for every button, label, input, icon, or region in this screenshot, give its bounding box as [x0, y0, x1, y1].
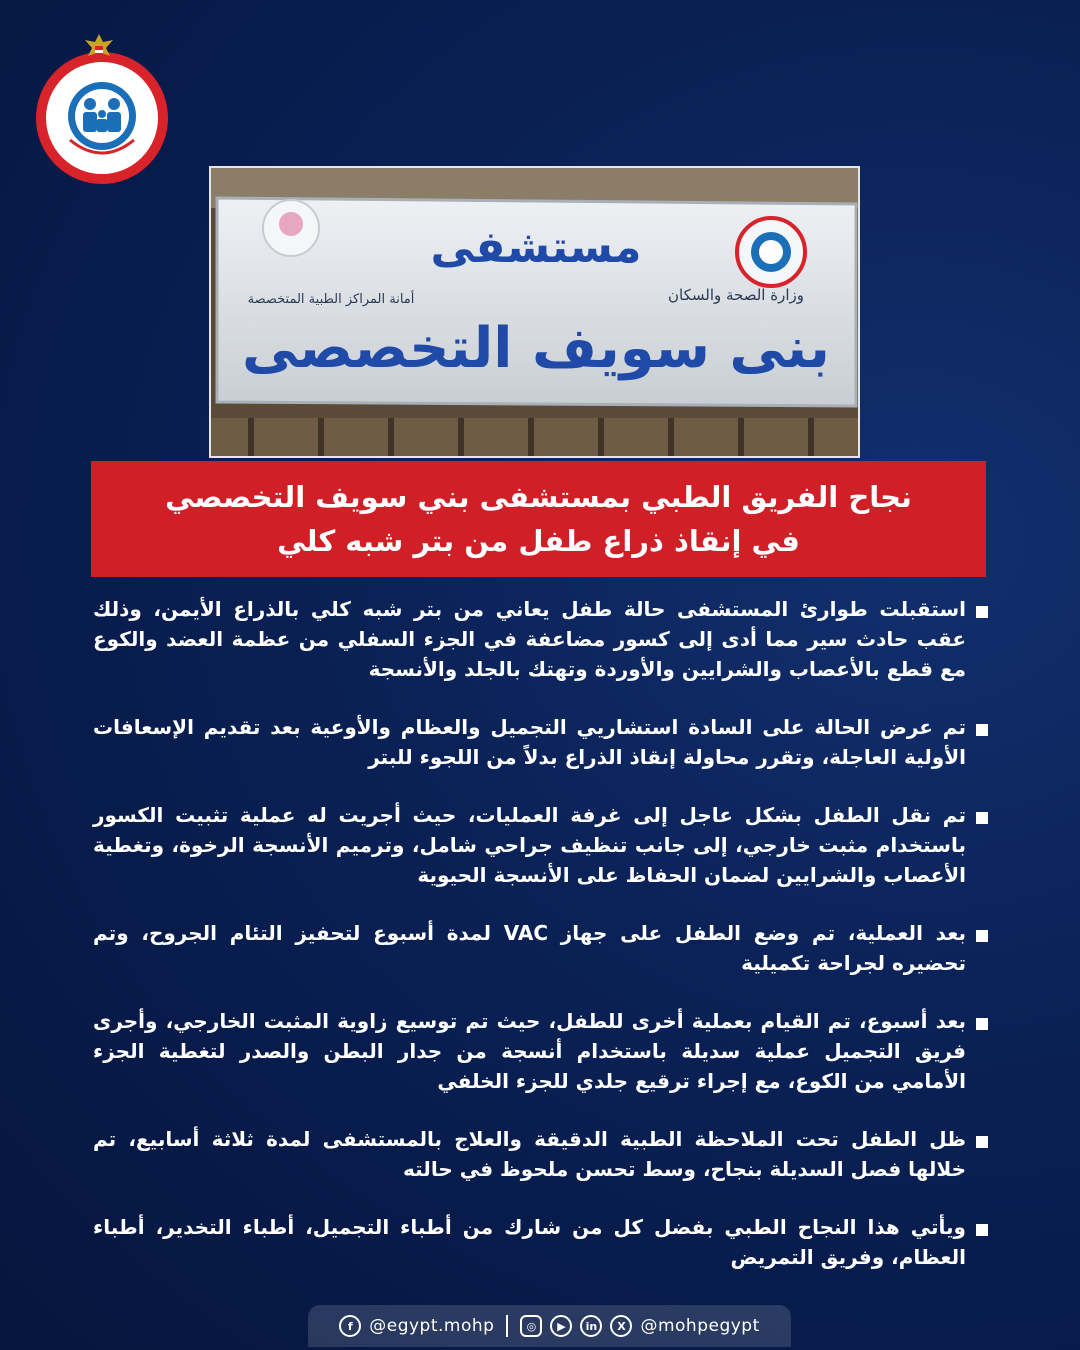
- youtube-icon[interactable]: ▶: [550, 1315, 572, 1337]
- logo-emblem-icon: [46, 62, 158, 174]
- paragraph-6: [93, 1124, 988, 1184]
- bullet-square-icon: [976, 812, 988, 824]
- paragraph-text: بعد أسبوع، تم القيام بعملية أخرى للطفل، حيث تم توسيع زاوية المثبت الخارجي، وأجرى فريق التجميل عملية سديلة باستخدام أنسجة من جدار البطن والصدر لتغطية الجزء الأمامي من الكوع، مع إجراء ترقيع جلدي للجزء الخلفي: [93, 1009, 966, 1093]
- paragraph-1: [93, 594, 988, 684]
- hospital-sign-drawing: [211, 168, 860, 458]
- title-line-2: في إنقاذ ذراع طفل من بتر شبه كلي: [277, 524, 800, 558]
- title-banner: [91, 461, 986, 577]
- paragraph-text: تم عرض الحالة على السادة استشاريي التجميل والعظام والأوعية بعد تقديم الإسعافات الأولية العاجلة، وتقرر محاولة إنقاذ الذراع بدلاً من اللجوء للبتر: [93, 715, 966, 769]
- facebook-handle[interactable]: @egypt.mohp: [369, 1316, 495, 1336]
- paragraph-text: بعد العملية، تم وضع الطفل على جهاز VAC لمدة أسبوع لتحفيز التئام الجروح، وتم تحضيره لجراحة تكميلية: [93, 921, 966, 975]
- sign-name-text: بنى سويف التخصصى: [242, 316, 830, 381]
- linkedin-icon[interactable]: in: [580, 1315, 602, 1337]
- x-icon[interactable]: X: [610, 1315, 632, 1337]
- eagle-emblem-icon: [82, 32, 116, 66]
- bullet-square-icon: [976, 930, 988, 942]
- instagram-icon[interactable]: ◎: [520, 1315, 542, 1337]
- sign-amana-text: أمانة المراكز الطبية المتخصصة: [247, 292, 415, 307]
- article-content: [93, 594, 988, 1272]
- paragraph-3: [93, 800, 988, 890]
- bullet-square-icon: [976, 1136, 988, 1148]
- hospital-sign-photo: [209, 166, 860, 458]
- paragraph-text: استقبلت طوارئ المستشفى حالة طفل يعاني من بتر شبه كلي بالذراع الأيمن، وذلك عقب حادث سير مما أدى إلى كسور مضاعفة في الجزء السفلي من عظمة العضد والكوع مع قطع بالأعصاب والشرايين والأوردة وتهتك بالجلد والأنسجة: [93, 597, 966, 681]
- paragraph-text: ظل الطفل تحت الملاحظة الطبية الدقيقة والعلاج بالمستشفى لمدة ثلاثة أسابيع، تم خلالها فصل السديلة بنجاح، وسط تحسن ملحوظ في حالته: [93, 1127, 966, 1181]
- paragraph-4: [93, 918, 988, 978]
- bullet-square-icon: [976, 724, 988, 736]
- title-line-1: نجاح الفريق الطبي بمستشفى بني سويف التخصصي: [165, 480, 912, 514]
- footer-divider: [506, 1315, 508, 1337]
- paragraph-text: ويأتي هذا النجاح الطبي بفضل كل من شارك من أطباء التجميل، أطباء التخدير، أطباء العظام، وفريق التمريض: [93, 1215, 966, 1269]
- ministry-logo: [36, 52, 168, 184]
- paragraph-7: [93, 1212, 988, 1272]
- paragraph-5: [93, 1006, 988, 1096]
- sign-ministry-text: وزارة الصحة والسكان: [668, 286, 804, 304]
- bullet-square-icon: [976, 1018, 988, 1030]
- paragraph-text: تم نقل الطفل بشكل عاجل إلى غرفة العمليات، حيث أجريت له عملية تثبيت الكسور باستخدام مثبت خارجي، إلى جانب تنظيف جراحي شامل، وترميم الأنسجة الرخوة، وتغطية الأعصاب والشرايين لضمان الحفاظ على الأنسجة الحيوية: [93, 803, 966, 887]
- sign-hospital-text: مستشفى: [430, 222, 642, 273]
- paragraph-2: [93, 712, 988, 772]
- facebook-icon[interactable]: f: [339, 1315, 361, 1337]
- bullet-square-icon: [976, 1224, 988, 1236]
- social-footer: [308, 1305, 791, 1347]
- social-handle[interactable]: @mohpegypt: [640, 1316, 760, 1336]
- bullet-square-icon: [976, 606, 988, 618]
